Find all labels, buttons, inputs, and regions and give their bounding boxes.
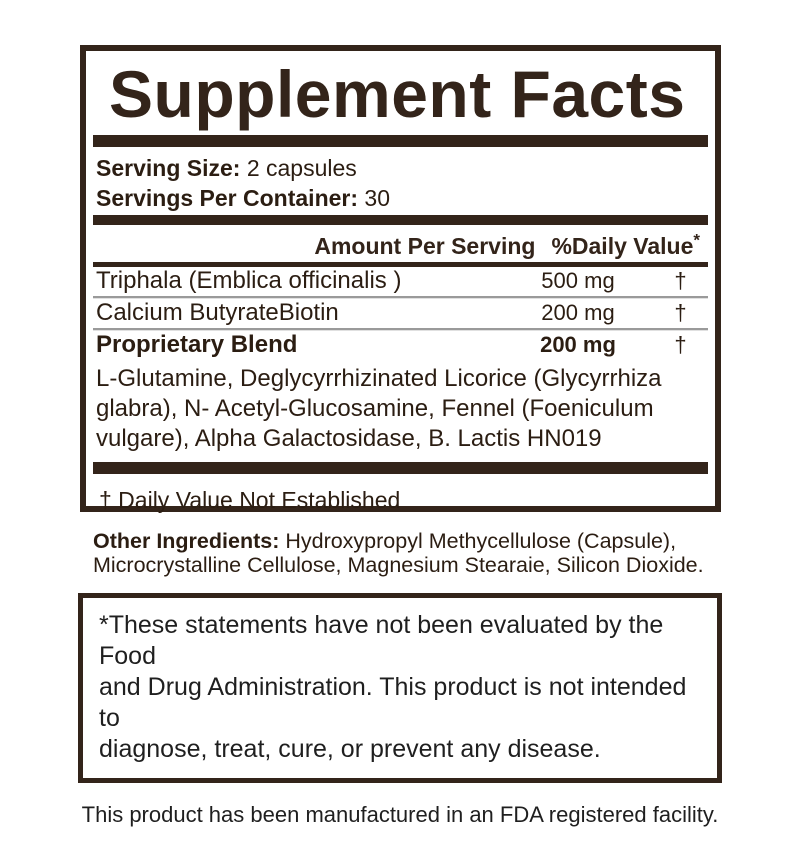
servings-per-container-label: Servings Per Container:	[96, 185, 359, 211]
disclaimer-line: and Drug Administration. This product is not intended to	[99, 673, 687, 732]
other-ingredients-text: Hydroxypropyl Methycellulose (Capsule),	[279, 529, 677, 553]
ingredient-row-calcium-butyrate-biotin	[93, 299, 708, 328]
disclaimer-line: diagnose, treat, cure, or prevent any disease.	[99, 735, 601, 763]
fda-disclaimer-box	[78, 593, 722, 783]
daily-value-column-header	[551, 232, 700, 260]
facility-note: This product has been manufactured in an FDA registered facility.	[81, 802, 719, 827]
ingredient-name: Calcium ButyrateBiotin	[96, 299, 339, 326]
panel-title: Supplement Facts	[109, 57, 686, 131]
label-canvas	[0, 45, 800, 845]
ingredient-row-triphala	[93, 267, 708, 296]
ingredient-amount: 500 mg	[541, 268, 615, 293]
blend-description	[93, 360, 708, 462]
divider-bar-top	[93, 135, 708, 147]
blend-description-line: L-Glutamine, Deglycyrrhizinated Licorice (Glycyrrhiza	[96, 365, 662, 392]
blend-description-line: vulgare), Alpha Galactosidase, B. Lactis HN019	[96, 425, 602, 452]
other-ingredients-line-1	[93, 530, 710, 554]
blend-description-line: glabra), N- Acetyl-Glucosamine, Fennel (Foeniculum	[96, 395, 654, 422]
servings-per-container-row	[96, 183, 705, 213]
divider-bar-middle	[93, 215, 708, 225]
disclaimer-line: *These statements have not been evaluated by the Food	[99, 611, 664, 670]
other-ingredients-line-2: Microcrystalline Cellulose, Magnesium Stearaie, Silicon Dioxide.	[93, 552, 704, 577]
serving-size-label: Serving Size:	[96, 155, 241, 181]
other-ingredients	[93, 530, 710, 577]
ingredient-amount: 200 mg	[541, 300, 615, 325]
daily-value-asterisk: *	[693, 230, 700, 250]
serving-size-value: 2 capsules	[240, 155, 357, 181]
ingredient-name: Proprietary Blend	[96, 331, 298, 358]
other-ingredients-label: Other Ingredients:	[93, 529, 280, 553]
daily-value-header-text: %Daily Value	[551, 233, 694, 259]
ingredient-row-proprietary-blend	[93, 331, 708, 360]
ingredient-daily-value: †	[674, 268, 687, 293]
daily-value-footnote: † Daily Value Not Established	[99, 487, 401, 513]
ingredient-daily-value: †	[674, 332, 687, 357]
supplement-facts-panel	[80, 45, 721, 512]
divider-bar-bottom	[93, 462, 708, 474]
ingredient-name: Triphala (Emblica officinalis )	[96, 267, 402, 294]
serving-info	[93, 147, 708, 215]
column-header	[93, 225, 708, 260]
servings-per-container-value: 30	[358, 185, 391, 211]
ingredient-amount: 200 mg	[540, 332, 616, 357]
amount-column-header: Amount Per Serving	[314, 233, 536, 259]
ingredient-daily-value: †	[674, 300, 687, 325]
serving-size-row	[96, 153, 705, 183]
